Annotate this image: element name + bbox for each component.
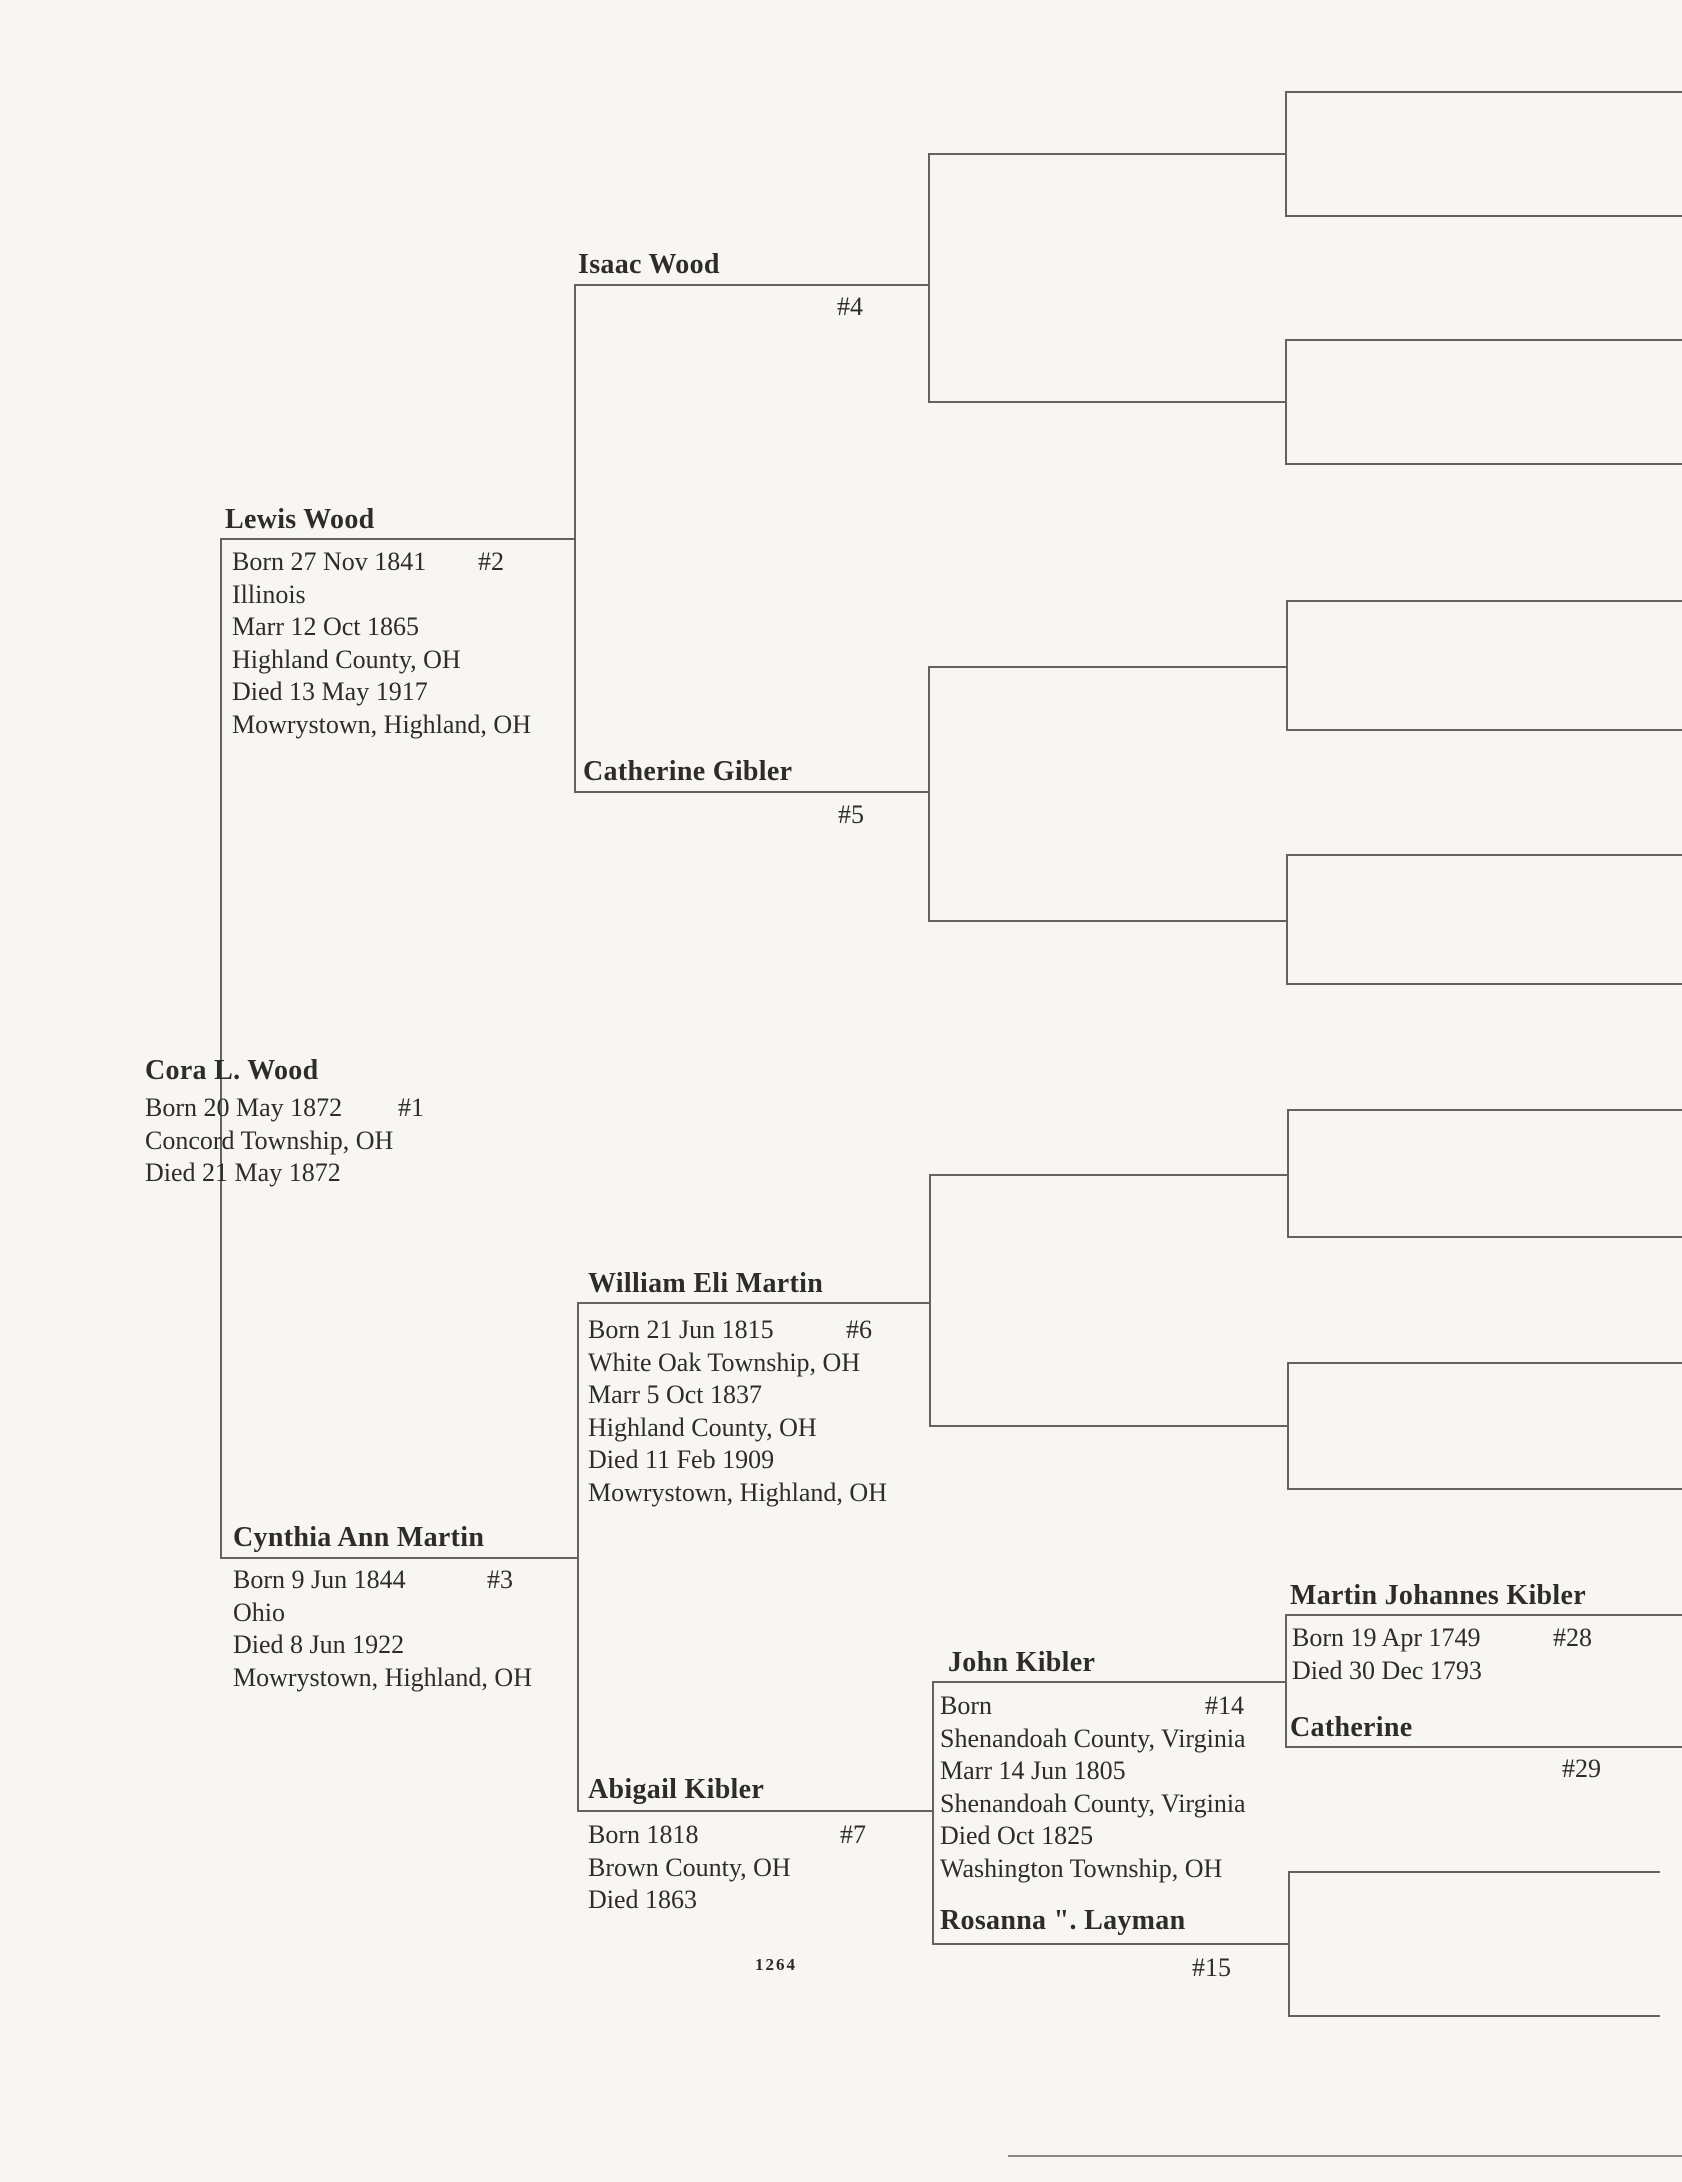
empty-box-4-top: [1286, 854, 1682, 856]
name-underline-john: [932, 1681, 1287, 1683]
detail-line: Died Oct 1825: [940, 1821, 1094, 1850]
detail-line: Died 30 Dec 1793: [1292, 1655, 1482, 1685]
person-name-lewis: Lewis Wood: [225, 504, 375, 535]
detail-line: Washington Township, OH: [940, 1853, 1223, 1883]
person-number-martin-johannes: #28: [1553, 1623, 1592, 1652]
detail-line: Concord Township, OH: [145, 1125, 394, 1155]
person-details-cynthia: [233, 1564, 532, 1694]
detail-line: Born 19 Apr 1749: [1292, 1623, 1481, 1652]
name-underline-william: [577, 1302, 931, 1304]
name-underline-isaac: [574, 284, 930, 286]
person-number-rosanna: #15: [1192, 1953, 1231, 1982]
connector-to-box-father-of-william: [929, 1174, 1289, 1176]
person-name-john: John Kibler: [948, 1647, 1096, 1678]
person-number-cynthia: #3: [487, 1565, 513, 1594]
detail-line: Shenandoah County, Virginia: [940, 1788, 1246, 1818]
empty-box-4-bottom: [1286, 983, 1682, 985]
detail-line: Marr 12 Oct 1865: [232, 612, 420, 641]
person-number-catherine: #29: [1562, 1754, 1601, 1783]
detail-line: White Oak Township, OH: [588, 1347, 861, 1377]
name-underline-abigail: [577, 1810, 934, 1812]
person-name-rosanna: Rosanna ". Layman: [940, 1905, 1186, 1936]
detail-line: Died 21 May 1872: [145, 1158, 341, 1187]
person-details-john: [940, 1690, 1246, 1885]
person-name-abigail: Abigail Kibler: [588, 1774, 765, 1805]
detail-line: Born 20 May 1872: [145, 1093, 343, 1122]
empty-box-3-top: [1286, 600, 1682, 602]
empty-box-6-left: [1287, 1362, 1289, 1490]
name-underline-cynthia: [220, 1557, 579, 1559]
detail-line: Highland County, OH: [232, 644, 461, 674]
junction-line-parents-of-william: [929, 1174, 931, 1427]
detail-line: Died 8 Jun 1922: [233, 1630, 405, 1659]
junction-line-parents-of-catherine-gibler: [928, 666, 930, 922]
junction-line-parents-of-abigail: [932, 1681, 934, 1945]
person-number-william: #6: [846, 1315, 872, 1344]
detail-line: Died 1863: [588, 1885, 698, 1914]
detail-line: Born 1818: [588, 1820, 699, 1849]
empty-box-4-left: [1286, 854, 1288, 985]
name-underline-rosanna: [932, 1943, 1290, 1945]
person-name-cora: Cora L. Wood: [145, 1055, 319, 1086]
detail-line: Brown County, OH: [588, 1852, 791, 1882]
detail-line: Mowrystown, Highland, OH: [588, 1477, 887, 1507]
connector-to-box-mother-of-william: [929, 1425, 1289, 1427]
name-underline-catherine-gibler: [574, 791, 930, 793]
person-details-abigail: [588, 1819, 791, 1917]
empty-box-3-left: [1286, 600, 1288, 731]
junction-line-parents-of-cora: [220, 538, 222, 1559]
partial-box-line-page-bottom: [1008, 2155, 1682, 2157]
detail-line: Died 11 Feb 1909: [588, 1445, 775, 1474]
person-details-william: [588, 1314, 887, 1509]
empty-box-2-bottom: [1285, 463, 1682, 465]
person-name-martin-johannes: Martin Johannes Kibler: [1290, 1580, 1586, 1611]
empty-box-3-bottom: [1286, 729, 1682, 731]
detail-line: Died 13 May 1917: [232, 677, 428, 706]
empty-box-6-top: [1287, 1362, 1682, 1364]
person-number-lewis: #2: [478, 547, 504, 576]
empty-box-5-bottom: [1287, 1236, 1682, 1238]
detail-line: Marr 14 Jun 1805: [940, 1756, 1126, 1785]
connector-to-box-mother-of-isaac: [928, 401, 1287, 403]
detail-line: Ohio: [233, 1597, 285, 1627]
person-name-cynthia: Cynthia Ann Martin: [233, 1522, 485, 1553]
connector-to-box-father-of-catherine-gibler: [928, 666, 1288, 668]
detail-line: Born: [940, 1691, 992, 1720]
person-name-catherine-gibler: Catherine Gibler: [583, 756, 793, 787]
page-number: 1264: [755, 1955, 797, 1974]
junction-line-parents-of-isaac: [928, 153, 930, 403]
detail-line: Born 9 Jun 1844: [233, 1565, 406, 1594]
empty-box-7-top: [1288, 1871, 1660, 1873]
detail-line: Mowrystown, Highland, OH: [233, 1662, 532, 1692]
person-number-cora: #1: [398, 1093, 424, 1122]
person-number-john: #14: [1205, 1691, 1244, 1720]
detail-line: Mowrystown, Highland, OH: [232, 709, 531, 739]
detail-line: Born 27 Nov 1841: [232, 547, 427, 576]
empty-box-5-top: [1287, 1109, 1682, 1111]
person-number-isaac: #4: [837, 292, 863, 321]
name-underline-lewis: [220, 538, 576, 540]
empty-box-7-left: [1288, 1871, 1290, 2017]
empty-box-1-bottom: [1285, 215, 1682, 217]
detail-line: Highland County, OH: [588, 1412, 817, 1442]
detail-line: Marr 5 Oct 1837: [588, 1380, 763, 1409]
empty-box-2-top: [1285, 339, 1682, 341]
detail-line: Shenandoah County, Virginia: [940, 1723, 1246, 1753]
person-number-catherine-gibler: #5: [838, 800, 864, 829]
connector-to-box-father-of-isaac: [928, 153, 1287, 155]
empty-box-6-bottom: [1287, 1488, 1682, 1490]
person-details-lewis: [232, 546, 531, 741]
person-name-isaac: Isaac Wood: [578, 249, 720, 280]
empty-box-7-bottom: [1288, 2015, 1660, 2017]
person-name-william: William Eli Martin: [588, 1268, 824, 1299]
name-underline-catherine: [1285, 1746, 1682, 1748]
connector-to-box-mother-of-catherine-gibler: [928, 920, 1288, 922]
person-details-cora: [145, 1092, 393, 1190]
person-number-abigail: #7: [840, 1820, 866, 1849]
empty-box-1-top: [1285, 91, 1682, 93]
detail-line: Illinois: [232, 579, 306, 609]
empty-box-5-left: [1287, 1109, 1289, 1238]
person-name-catherine: Catherine: [1290, 1712, 1413, 1743]
detail-line: Born 21 Jun 1815: [588, 1315, 774, 1344]
empty-box-1-left: [1285, 91, 1287, 217]
person-details-martin-johannes: [1292, 1622, 1482, 1687]
empty-box-2-left: [1285, 339, 1287, 465]
name-underline-martin-johannes: [1285, 1614, 1682, 1616]
